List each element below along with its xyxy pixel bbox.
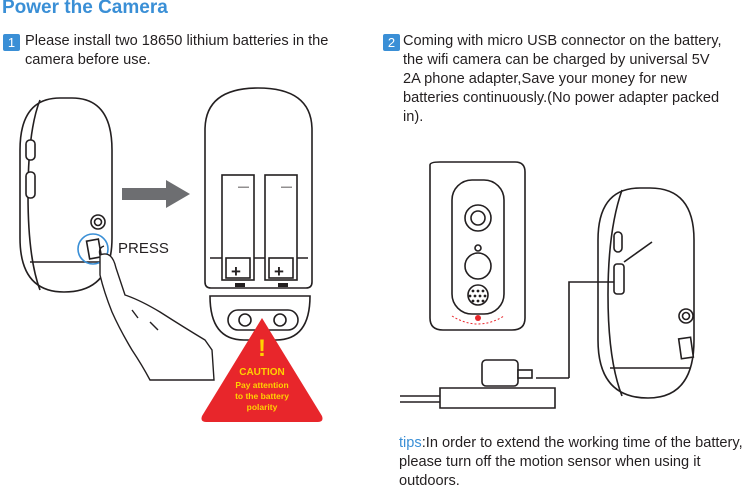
battery-1-plus: + bbox=[231, 262, 241, 281]
camera-open-battery-bay bbox=[205, 88, 312, 340]
step-2-text: Coming with micro USB connector on the battery, the wifi camera can be charged by universal 5V 2A phone adapter,Save your money for new batteries continuously.(No power adapter packed in). bbox=[403, 33, 722, 125]
warning-triangle-icon bbox=[202, 318, 323, 422]
camera-front-view bbox=[430, 162, 525, 330]
step-2-badge: 2 bbox=[383, 34, 400, 51]
step-1-text: Please install two 18650 lithium batteries in the camera before use. bbox=[25, 33, 329, 68]
caution-line-2: to the battery bbox=[235, 391, 289, 401]
caution-heading: CAUTION bbox=[239, 367, 285, 378]
power-adapter-icon bbox=[400, 360, 555, 408]
page-title: Power the Camera bbox=[2, 0, 168, 18]
step-1-badge: 1 bbox=[3, 34, 20, 51]
camera-side-view-right bbox=[598, 188, 694, 398]
battery-2-plus: + bbox=[274, 262, 284, 281]
battery-2-minus: — bbox=[281, 181, 292, 193]
tips-note bbox=[399, 434, 744, 491]
caution-line-3: polarity bbox=[246, 402, 278, 412]
indicator-led bbox=[475, 315, 481, 321]
tips-text: :In order to extend the working time of the battery, please turn off the motion sensor when using it outdoors. bbox=[399, 435, 743, 489]
press-label: PRESS bbox=[118, 240, 169, 257]
tips-label: tips bbox=[399, 435, 422, 451]
caution-mark: ! bbox=[258, 335, 266, 362]
battery-1-minus: — bbox=[238, 181, 249, 193]
caution-line-1: Pay attention bbox=[235, 380, 289, 390]
right-arrow-icon bbox=[122, 180, 190, 208]
hand-icon bbox=[100, 246, 215, 380]
